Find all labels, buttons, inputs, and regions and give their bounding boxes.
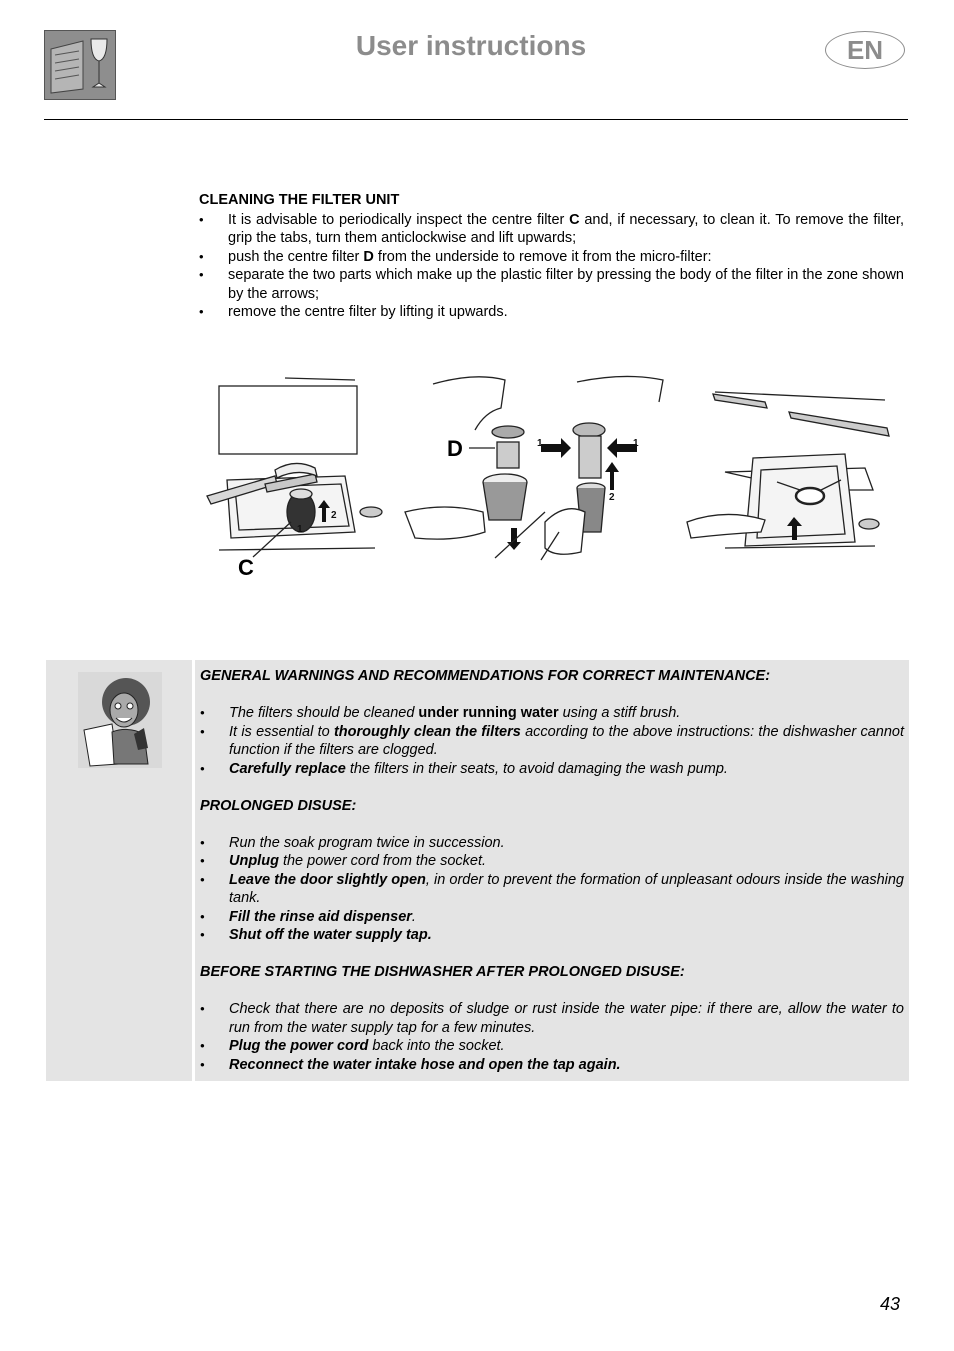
list-item: • The filters should be cleaned under running water using a stiff brush. xyxy=(200,704,904,723)
header-divider xyxy=(44,119,908,120)
label-filter-c: C xyxy=(238,555,254,580)
list-item: • It is essential to thoroughly clean the filters according to the above instructions: the dishwasher cannot function if the filters are clogged. xyxy=(200,723,904,760)
arrow-label-2: 2 xyxy=(331,510,337,521)
list-item: • Fill the rinse aid dispenser. xyxy=(200,908,904,927)
cleaning-section xyxy=(199,191,904,322)
list-item: • Leave the door slightly open, in order to prevent the formation of unpleasant odours inside the washing tank. xyxy=(200,871,904,908)
cleaning-list xyxy=(199,211,904,322)
arrow-label-1: 1 xyxy=(297,524,303,535)
filter-illustrations xyxy=(205,372,895,587)
arrow-label-1b: 1 xyxy=(537,438,543,449)
list-item: • Unplug the power cord from the socket. xyxy=(200,852,904,871)
general-warnings-heading: GENERAL WARNINGS AND RECOMMENDATIONS FOR CORRECT MAINTENANCE: xyxy=(200,668,771,684)
page-number: 43 xyxy=(880,1294,901,1314)
list-item: • Shut off the water supply tap. xyxy=(200,926,904,945)
arrow-label-1c: 1 xyxy=(633,438,639,449)
list-item: • Run the soak program twice in succession. xyxy=(200,834,904,853)
list-item: • push the centre filter D from the underside to remove it from the micro-filter: xyxy=(199,248,904,267)
list-item: • Check that there are no deposits of sludge or rust inside the water pipe: if there are, allow the water to run from the water supply tap for a few minutes. xyxy=(200,1000,904,1037)
restart-heading: BEFORE STARTING THE DISHWASHER AFTER PROLONGED DISUSE: xyxy=(200,964,685,980)
figure-separate-filter-d xyxy=(405,376,663,560)
list-item: • Carefully replace the filters in their seats, to avoid damaging the wash pump. xyxy=(200,760,904,779)
figure-lift-filter xyxy=(687,392,889,548)
mascot-woman-icon xyxy=(78,672,162,768)
cleaning-heading: CLEANING THE FILTER UNIT xyxy=(199,192,400,208)
page-title: User instructions xyxy=(355,30,587,61)
prolonged-disuse-list xyxy=(200,834,904,945)
general-warnings-list xyxy=(200,704,904,778)
list-item: • remove the centre filter by lifting it upwards. xyxy=(199,303,904,322)
label-filter-d: D xyxy=(447,436,463,461)
list-item: • Reconnect the water intake hose and open the tap again. xyxy=(200,1056,904,1075)
arrow-label-2b: 2 xyxy=(609,492,615,503)
list-item: • Plug the power cord back into the socket. xyxy=(200,1037,904,1056)
restart-list xyxy=(200,1000,904,1074)
list-item: • separate the two parts which make up the plastic filter by pressing the body of the filter in the zone shown by the arrows; xyxy=(199,266,904,303)
list-item: • It is advisable to periodically inspect the centre filter C and, if necessary, to clean it. To remove the filter, grip the tabs, turn them anticlockwise and lift upwards; xyxy=(199,211,904,248)
prolonged-disuse-heading: PROLONGED DISUSE: xyxy=(200,797,357,814)
language-badge: EN xyxy=(825,31,905,69)
warnings-text xyxy=(200,667,904,1074)
figure-remove-filter-c xyxy=(207,378,382,557)
